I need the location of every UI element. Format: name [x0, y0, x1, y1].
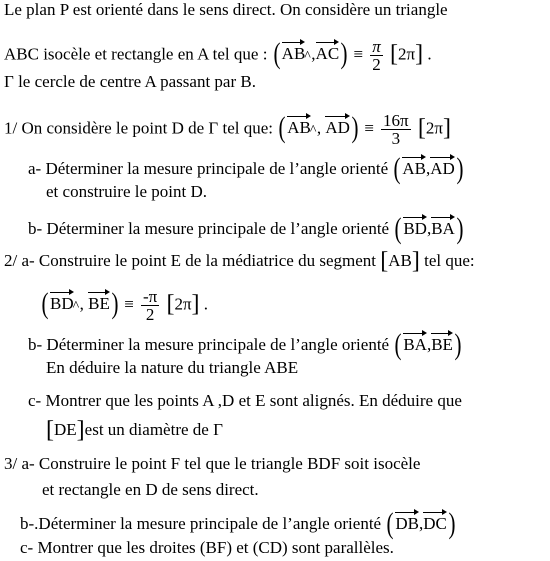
vector-be: BE [431, 332, 453, 355]
vector-ab: AB [282, 41, 306, 64]
intro-line-1: Le plan P est orienté dans le sens direct. On considère un triangle [4, 0, 448, 19]
vector-ab: AB [402, 156, 426, 179]
q2c-continuation: [DE]est un diamètre de Γ [46, 417, 223, 443]
vector-ba: BA [431, 216, 455, 239]
segment-ab: AB [388, 251, 412, 270]
vector-be: BE [88, 291, 110, 314]
intro-line-2: ABC isocèle et rectangle en A tel que : (AB ^ ,AC) ≡ $\frac{\pi}{2}$ [2π] . [4, 37, 432, 74]
vector-dc: DC [423, 511, 447, 534]
close-paren: ) [340, 37, 348, 71]
q3a-text: 3/ a- Construire le point F tel que le triangle BDF soit isocèle [4, 454, 421, 473]
q3a-continuation: et rectangle en D de sens direct. [42, 480, 259, 499]
vector-db: DB [395, 511, 419, 534]
vector-ac: AC [316, 41, 340, 64]
vector-bd: BD [50, 291, 74, 314]
modulo-2pi: 2π [398, 44, 416, 64]
fraction-16pi-over-3: $\frac{16\pi}{3}$ [383, 111, 409, 148]
intro-line-3: Γ le cercle de centre A passant par B. [4, 72, 256, 91]
segment-de: DE [54, 420, 77, 439]
vector-ad: AD [325, 115, 350, 138]
vector-ab: AB [287, 115, 311, 138]
vector-bd: BD [403, 216, 427, 239]
q3c-text: c- Montrer que les droites (BF) et (CD) sont parallèles. [20, 538, 394, 557]
q1a-text: a- Déterminer la mesure principale de l’angle orienté (AB,AD) [28, 152, 464, 185]
vector-ba: BA [403, 332, 427, 355]
q3b-text: b-.Déterminer la mesure principale de l’angle orienté (DB,DC) [20, 507, 456, 540]
q1b-text: b- Déterminer la mesure principale de l’angle orienté (BD,BA) [28, 212, 464, 245]
equiv-sign: ≡ [353, 44, 364, 64]
intro-line-2-text: ABC isocèle et rectangle en A tel que : [4, 44, 268, 64]
fraction-minus-pi-over-2: $\frac{-\pi}{2}$ [142, 287, 158, 324]
q2c-text: c- Montrer que les points A ,D et E sont alignés. En déduire que [28, 391, 462, 410]
open-paren: ( [273, 37, 281, 71]
vector-ad: AD [430, 156, 455, 179]
q2b-text: b- Déterminer la mesure principale de l’angle orienté (BA,BE) [28, 328, 462, 361]
q1a-continuation: et construire le point D. [46, 182, 207, 201]
q2a-equation: (BD ^ , BE) ≡ $\frac{-\pi}{2}$ [2π] . [41, 287, 209, 324]
fraction-pi-over-2: $\frac{\pi}{2}$ [372, 37, 381, 74]
q2b-continuation: En déduire la nature du triangle ABE [46, 358, 299, 377]
q1-statement: 1/ On considère le point D de Γ tel que: (AB ^ , AD) ≡ $\frac{16\pi}{3}$ [2π] [4, 111, 451, 148]
q2a-text: 2/ a- Construire le point E de la médiatrice du segment [AB] tel que: [4, 248, 475, 274]
